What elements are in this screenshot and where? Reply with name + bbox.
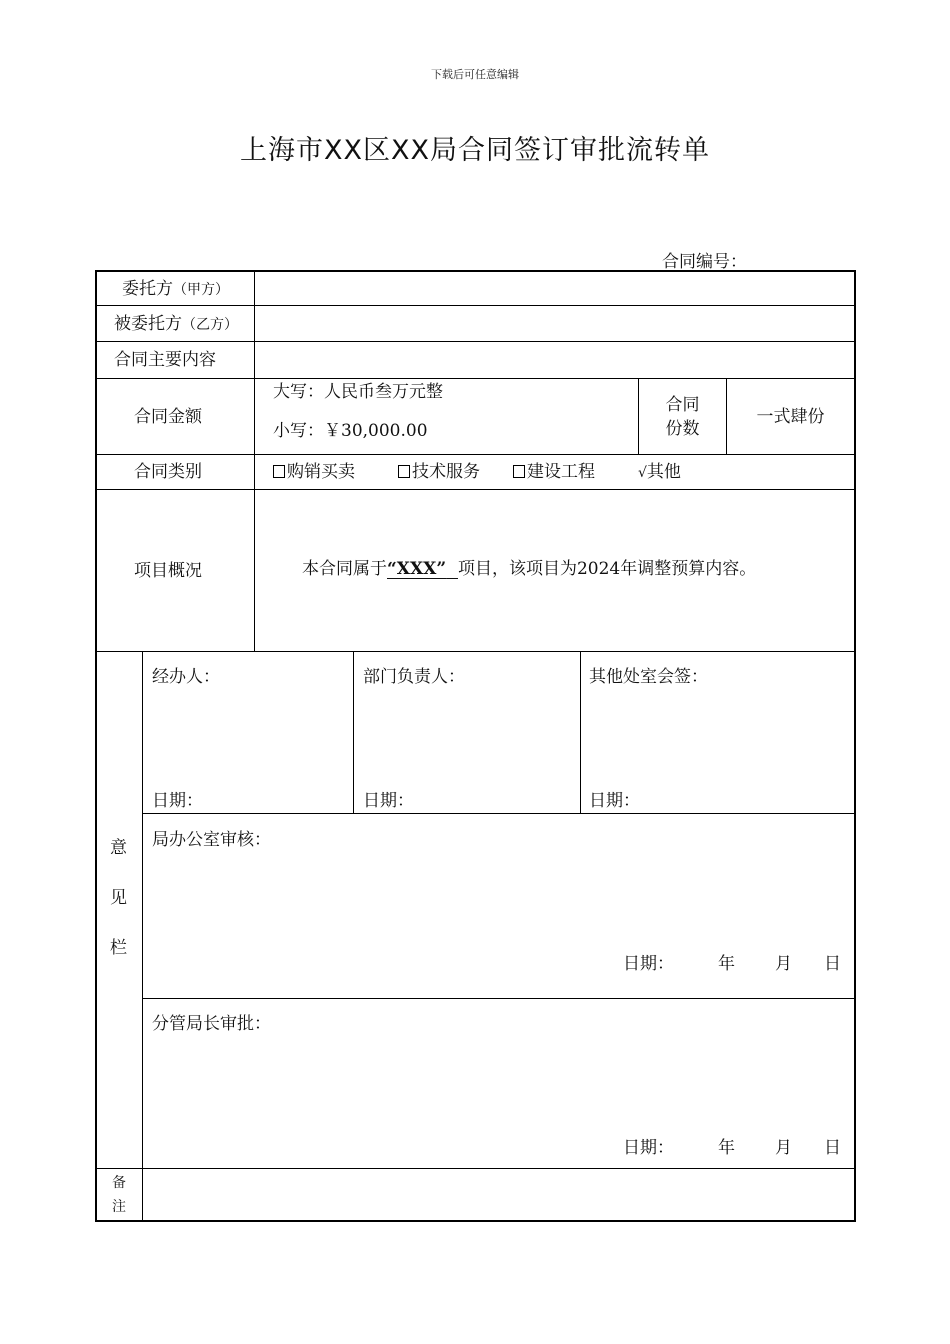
party-a-label: 委托方（甲方） bbox=[122, 279, 229, 299]
director-approval-label: 分管局长审批： bbox=[152, 1014, 271, 1034]
checkmark-icon: √ bbox=[638, 465, 647, 481]
column-divider bbox=[254, 271, 255, 651]
handler-date: 日期： bbox=[152, 791, 203, 811]
row-divider bbox=[96, 489, 855, 490]
header-note: 下载后可任意编辑 bbox=[431, 68, 519, 81]
opinion-side-label-1: 意 bbox=[110, 838, 127, 858]
category-option-sales[interactable]: 购销买卖 bbox=[273, 462, 355, 482]
dept-head-date: 日期： bbox=[363, 791, 414, 811]
amount-upper: 大写：人民币叁万元整 bbox=[273, 382, 443, 402]
row-divider bbox=[96, 378, 855, 379]
category-option-tech[interactable]: 技术服务 bbox=[398, 462, 480, 482]
director-approval-date: 日期： bbox=[623, 1138, 674, 1158]
checkbox-empty-icon bbox=[513, 465, 525, 478]
director-approval-month: 月 bbox=[775, 1138, 792, 1158]
party-b-label: 被委托方（乙方） bbox=[114, 314, 238, 334]
category-option-construction[interactable]: 建设工程 bbox=[513, 462, 595, 482]
office-review-month: 月 bbox=[775, 954, 792, 974]
director-approval-day: 日 bbox=[824, 1138, 841, 1158]
director-approval-year: 年 bbox=[718, 1138, 735, 1158]
amount-label: 合同金额 bbox=[134, 407, 202, 427]
office-review-date: 日期： bbox=[623, 954, 674, 974]
opinion-side-label-3: 栏 bbox=[110, 938, 127, 958]
copies-label: 合同 份数 bbox=[665, 395, 700, 439]
category-label: 合同类别 bbox=[134, 462, 202, 482]
page-title: 上海市XX区XX局合同签订审批流转单 bbox=[240, 135, 710, 166]
office-review-year: 年 bbox=[718, 954, 735, 974]
column-divider bbox=[142, 651, 143, 1221]
row-divider bbox=[96, 341, 855, 342]
main-content-label: 合同主要内容 bbox=[114, 350, 216, 370]
office-review-day: 日 bbox=[824, 954, 841, 974]
row-divider bbox=[96, 454, 855, 455]
category-option-other[interactable]: √其他 bbox=[638, 462, 681, 482]
dept-head-label: 部门负责人： bbox=[363, 667, 465, 687]
office-review-label: 局办公室审核： bbox=[152, 830, 271, 850]
row-divider bbox=[96, 305, 855, 306]
other-office-label: 其他处室会签： bbox=[589, 667, 708, 687]
checkbox-empty-icon bbox=[398, 465, 410, 478]
amount-lower-value: ￥30,000.00 bbox=[324, 421, 428, 441]
overview-text: 本合同属于“XXX” 项目，该项目为2024年调整预算内容。 bbox=[302, 559, 757, 579]
row-divider bbox=[143, 813, 855, 814]
row-divider bbox=[96, 1168, 855, 1169]
row-divider bbox=[143, 998, 855, 999]
copies-value: 一式肆份 bbox=[756, 407, 825, 427]
other-office-date: 日期： bbox=[589, 791, 640, 811]
checkbox-empty-icon bbox=[273, 465, 285, 478]
row-divider bbox=[96, 651, 855, 652]
column-divider bbox=[353, 651, 354, 813]
column-divider bbox=[580, 651, 581, 813]
project-name: “XXX” bbox=[387, 559, 447, 579]
opinion-side-label-2: 见 bbox=[110, 888, 127, 908]
remark-label-1: 备 bbox=[112, 1175, 126, 1191]
handler-label: 经办人： bbox=[152, 667, 220, 687]
amount-upper-value: 人民币叁万元整 bbox=[324, 382, 443, 402]
contract-number-label: 合同编号： bbox=[662, 252, 747, 272]
overview-label: 项目概况 bbox=[134, 561, 202, 581]
remark-label-2: 注 bbox=[112, 1199, 126, 1215]
amount-lower: 小写：￥30,000.00 bbox=[273, 421, 428, 441]
